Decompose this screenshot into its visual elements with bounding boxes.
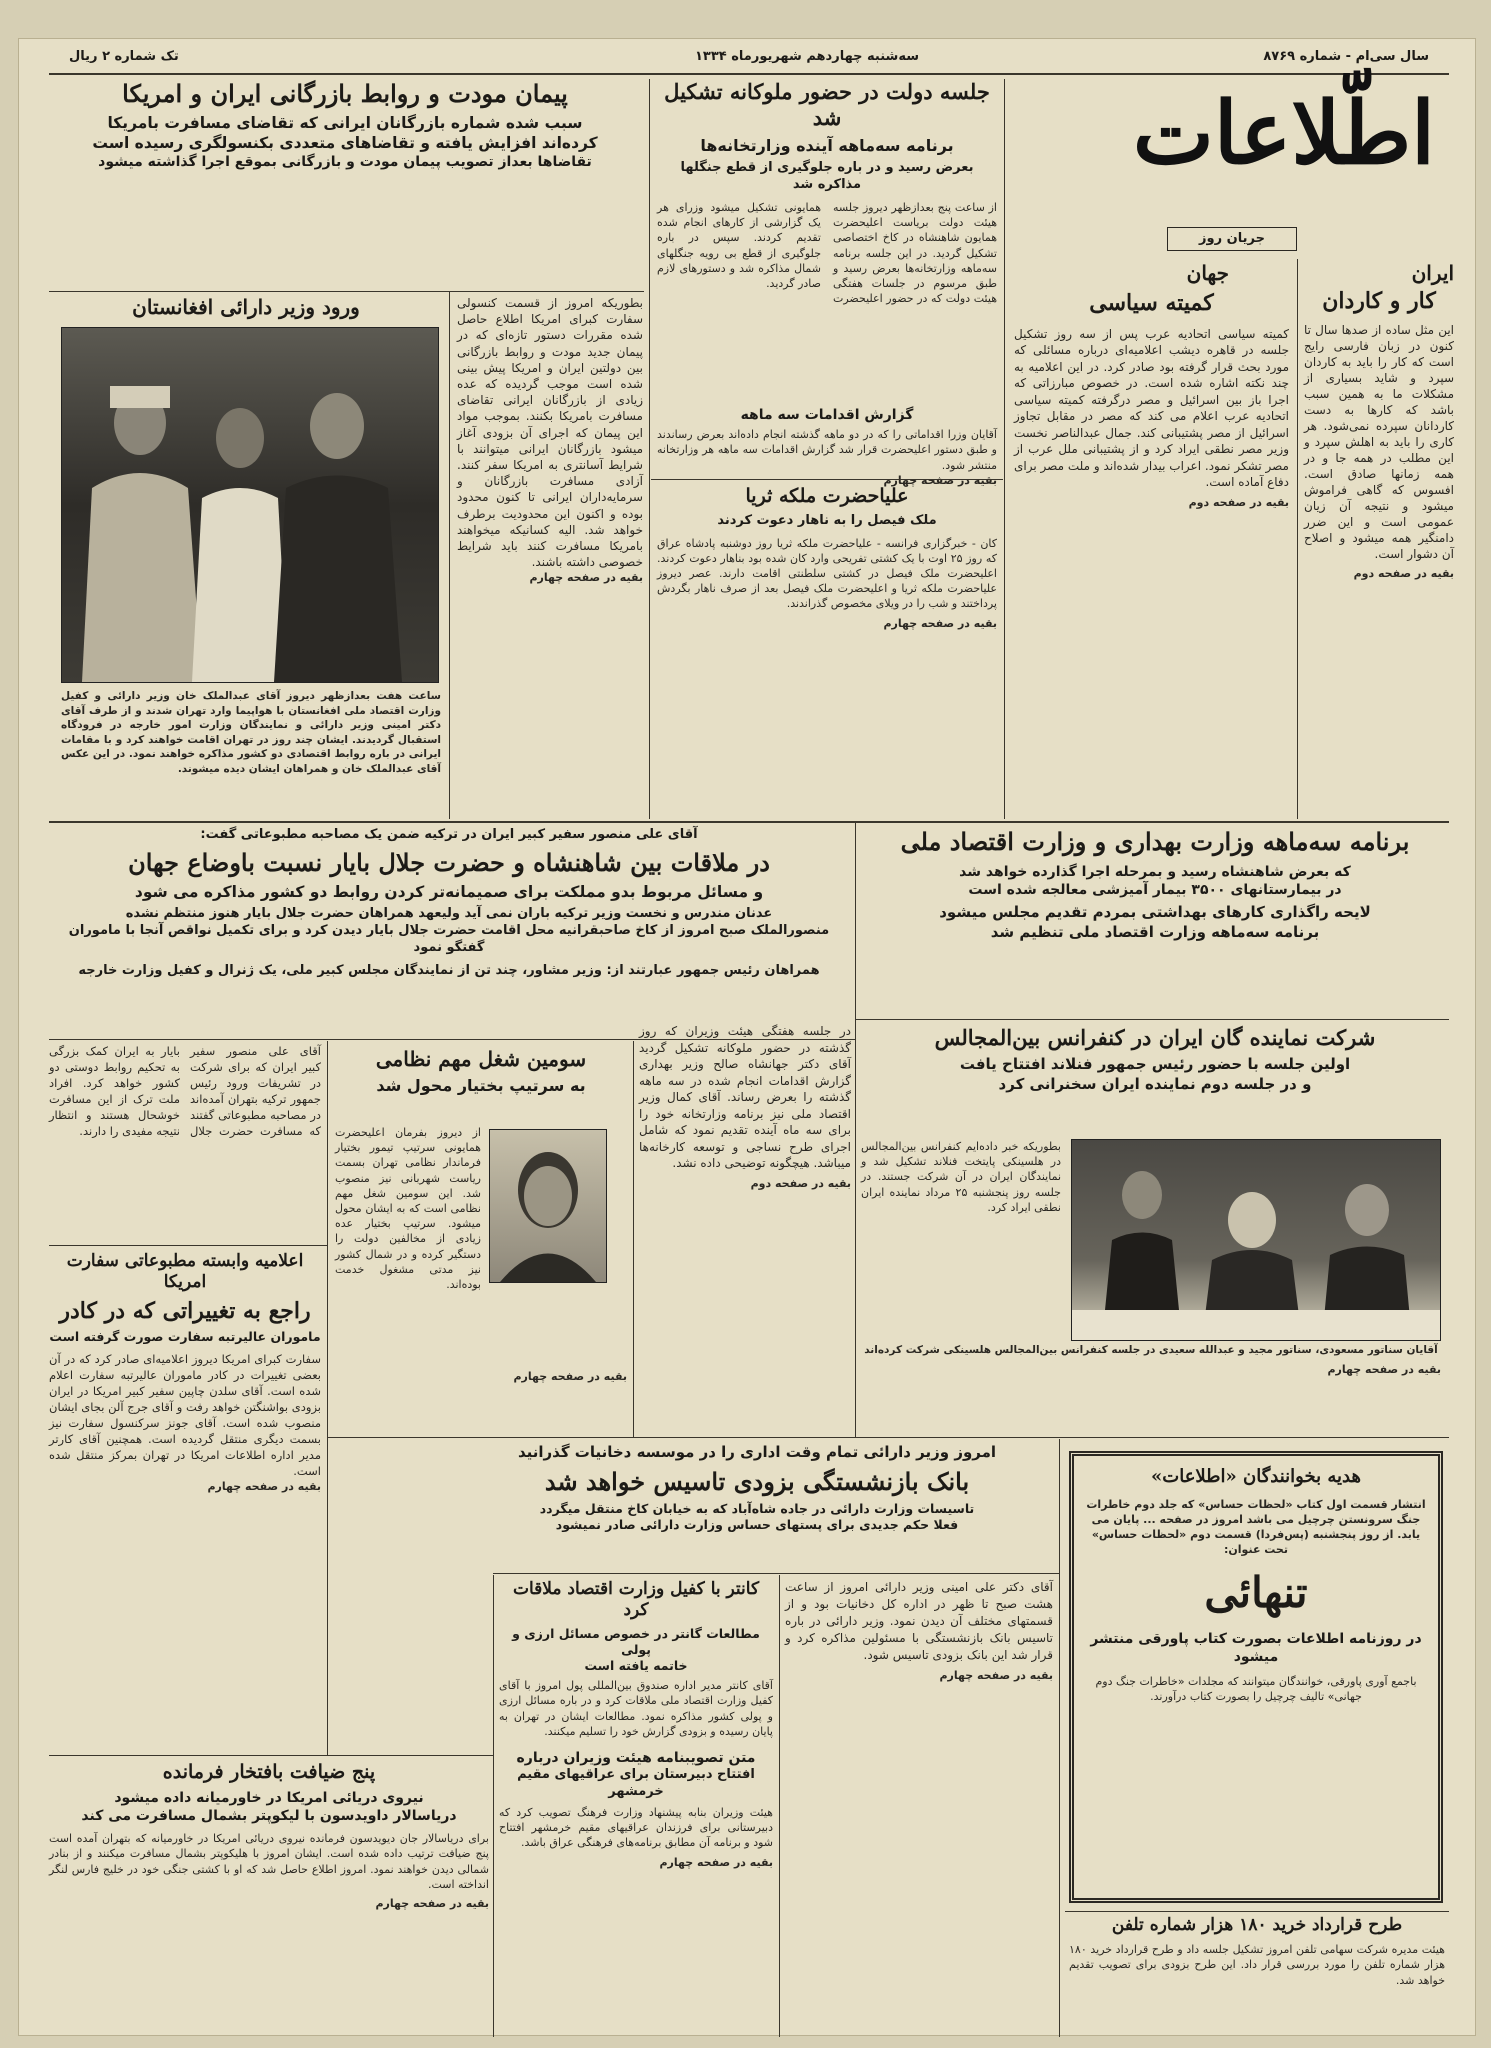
navy-body: برای دریاسالار جان دیویدسون فرمانده نیروی دریائی امریکا در خاورمیانه که بتهران آمده است پنج ضیافت ترتیب داده شده است. ایشان امروز با هلیکوپتر بشمال مسافرت میکنند و از بنادر شمالی دیدن خواهند نمود. امروز اطلاع حاصل شد که او با کشتی جنگی خود در خلیج فارس لنگر انداخته است.	[49, 1832, 489, 1891]
meeting-sub-1: و مسائل مربوط بدو مملکت برای صمیمانه‌تر کردن روابط دو کشور مذاکره می شود	[134, 882, 764, 901]
pension-article	[459, 1443, 1055, 1573]
meeting-body-column	[49, 1043, 321, 1243]
conference-figures	[1072, 1140, 1440, 1340]
afghan-minister-photo	[61, 327, 439, 683]
carter-article	[499, 1579, 773, 2031]
continued: بقیه در صفحه دوم	[750, 1176, 851, 1190]
phone-headline: طرح قرارداد خرید ۱۸۰ هزار شماره تلفن	[1111, 1915, 1403, 1935]
conference-caption: آقایان سناتور مسعودی، سناتور مجید و عبدالله سعیدی در جلسه کنفرانس بین‌المجالس هلسینکی شرکت کرده‌اند	[864, 1344, 1438, 1356]
pension-top: امروز وزیر دارائی تمام وقت اداری را در موسسه دخانیات گذرانید	[517, 1443, 997, 1461]
navy-sub-2: دریاسالار داویدسون با لیکوپتر بشمال مسافرت می کند	[81, 1807, 457, 1824]
plan-sub-4: برنامه سه‌ماهه وزارت اقتصاد ملی تنظیم شد	[990, 922, 1320, 941]
navy-headline: پنج ضیافت بافتخار فرمانده	[162, 1761, 376, 1783]
conference-body: بطوریکه خبر داده‌ایم کنفرانس بین‌المجالس در هلسینکی پایتخت فنلاند تشکیل شد و نمایندگان ایران در آن شرکت جستند. در جلسه روز پنجشنبه ۲۵ مرداد نماینده ایران نطقی ایراد کرد.	[861, 1140, 1061, 1214]
meeting-sub-4: همراهان رئیس جمهور عبارتند از: وزیر مشاور، چند تن از نمایندگان مجلس کبیر ملی، یک ژنرال و کفیل وزارت خارجه	[78, 962, 820, 978]
iran-label: ایران	[1411, 261, 1454, 285]
meeting-headline: در ملاقات بین شاهنشاه و حضرت جلال بایار نسبت باوضاع جهان	[128, 847, 770, 877]
issue-number: سال سی‌ام - شماره ۸۷۶۹	[1263, 49, 1429, 64]
conference-photo	[1071, 1139, 1441, 1341]
cabinet-sub: برنامه سه‌ماهه آینده وزارتخانه‌ها	[700, 135, 954, 155]
navy-article	[49, 1761, 489, 2031]
meeting-article	[49, 827, 849, 1032]
conference-body-column	[861, 1139, 1061, 1369]
continued: بقیه در صفحه چهارم	[1327, 1362, 1441, 1376]
embassy-body: سفارت کبرای امریکا دیروز اعلامیه‌ای صادر کرد که در آن بعضی تغییرات در کادر ماموران عالیرتبه سفارت اعلام شده است. آقای سلدن چاپین سفیر کبیر امریکا در ایران بزودی بواشنگتن خواهد رفت و آقای جرج آلن بجای ایشان منصوب شده است. آقای جونز سرکنسول سفارت نیز بسمت دیگری منتقل گردیده است. همچنین آقای کارتر مدیر اداره اطلاعات امریکا در تهران بمرکز منتقل شده است.	[49, 1352, 321, 1479]
carter-headline: کانتر با کفیل وزارت اقتصاد ملاقات کرد	[512, 1579, 760, 1621]
daily-box: جریان روز	[1167, 227, 1297, 251]
newspaper-page	[18, 38, 1476, 2036]
plan-sub-3: لایحه راگذاری کارهای بهداشتی بمردم تقدیم مجلس میشود	[939, 903, 1371, 922]
world-body: کمیته سیاسی اتحادیه عرب پس از سه روز تشکیل جلسه در قاهره دیشب اعلامیه‌ای درباره مسائلی که مورد بحث قرار گرفته بود صادر کرد. در این اعلامیه به چند نکته اشاره شده است. در خصوص مبارزاتی که اجرا باز بین اسرائیل و مصر درگرفته کمیته سیاسی اتحادیه عرب اعلام می کند که مصر در مقابل تجاوز اسرائیل از مصر پشتیبانی کند. جمال عبدالناصر نخست وزیر مصر نطقی ایراد کرد و از پشتیبانی ملل عرب از مصر تشکر نمود. اعراب بیدار شده‌اند و ملت مصر برای دفاع آماده است.	[1014, 326, 1289, 489]
world-column	[1014, 261, 1289, 821]
embassy-article	[49, 1251, 321, 1751]
masthead	[1124, 79, 1444, 189]
military-headline: سومین شغل مهم نظامی	[375, 1047, 587, 1071]
queen-headline: علیاحضرت ملکه ثریا	[745, 485, 909, 507]
conference-sub-1: اولین جلسه با حضور رئیس جمهور فنلاند افتتاح یافت	[959, 1055, 1351, 1074]
masthead-title: اطّلاعات	[1132, 83, 1436, 184]
dateline	[59, 45, 1439, 71]
pension-body-column	[785, 1579, 1053, 2031]
report-title: گزارش اقدامات سه ماهه	[740, 407, 914, 424]
cabinet-body: از ساعت پنج بعدازظهر دیروز جلسه هیئت دولت بریاست اعلیحضرت همایون شاهنشاه در کاخ اختصاصی تشکیل گردید. در این جلسه برنامه سه‌ماهه وزارتخانه‌ها بعرض رسید و طبق مرسوم در جلسات هفتگی هیئت دولت که در حضور اعلیحضرت همایونی تشکیل میشود وزرای هر یک گزارشی از کارهای انجام شده تقدیم کردند. سپس در باره جلوگیری از قطع بی رویه جنگلهای شمال مذاکره شد و دستورهای لازم صادر گردید.	[657, 201, 997, 306]
treaty-headline: پیمان مودت و روابط بازرگانی ایران و امریکا	[122, 79, 568, 108]
conference-caption-block	[861, 1343, 1441, 1435]
pension-headline: بانک بازنشستگی بزودی تاسیس خواهد شد	[544, 1466, 970, 1496]
pension-sub-2: فعلا حکم جدیدی برای پستهای حساس وزارت دارائی صادر نمیشود	[555, 1516, 959, 1532]
portrait	[490, 1130, 606, 1282]
military-body-column	[335, 1125, 481, 1365]
continued: بقیه در صفحه چهارم	[513, 1370, 627, 1383]
bakhtiar-photo	[489, 1129, 607, 1283]
military-cont	[335, 1369, 627, 1389]
carter-sub-2: خاتمه یافته است	[584, 1658, 688, 1673]
phone-body: هیئت مدیره شرکت سهامی تلفن امروز تشکیل جلسه داد و طرح قرارداد خرید ۱۸۰ هزار شماره تلفن را مورد بررسی قرار داد. این طرح بزودی برای تصویب تقدیم خواهد شد.	[1069, 1943, 1445, 1987]
gift-sub: در روزنامه اطلاعات بصورت کتاب پاورقی منتشر میشود	[1090, 1630, 1422, 1665]
continued: بقیه در صفحه چهارم	[939, 1669, 1053, 1682]
gift-title: هدیه بخوانندگان «اطلاعات»	[1151, 1466, 1361, 1487]
carter-sub-3: متن تصویبنامه هیئت وزیران درباره	[516, 1750, 756, 1767]
carter-body: آقای کانتر مدیر اداره صندوق بین‌المللی پول امروز با آقای کفیل وزارت اقتصاد ملی ملاقات کرد و در باره مسائل ارزی و پولی کشور مذاکره نمود. مطالعات ایشان در تهران به پایان رسیده و بزودی گزارش خود را تسلیم میکنند.	[499, 1679, 773, 1738]
carter-sub-1: مطالعات گانتر در خصوص مسائل ارزی و پولی	[512, 1625, 760, 1657]
continued: بقیه در صفحه دوم	[1188, 495, 1289, 509]
continued: بقیه در صفحه چهارم	[529, 571, 643, 585]
continued: بقیه در صفحه چهارم	[883, 616, 997, 630]
carter-body-2: هیئت وزیران بنابه پیشنهاد وزارت فرهنگ تصویب کرد که دبیرستانی برای فرزندان عراقیهای مقیم خرمشهر افتتاح شود و برنامه آن مطابق برنامه‌های فرهنگی عراق باشد.	[499, 1806, 773, 1850]
meeting-sub-2: عدنان مندرس و نخست وزیر ترکیه باران نمی آید ولیعهد همراهان حضرت جلال بایار هنوز منتظم نشده	[125, 906, 773, 922]
military-sub: به سرتیپ بختیار محول شد	[376, 1076, 586, 1095]
embassy-headline-1: اعلامیه وابسته مطبوعاتی سفارت امریکا	[66, 1251, 304, 1293]
world-label: جهان	[1186, 261, 1229, 285]
continued: بقیه در صفحه دوم	[1353, 566, 1454, 580]
treaty-sub-3: تقاضاها بعداز تصویب پیمان مودت و بازرگانی بموقع اجرا گذاشته میشود	[98, 154, 592, 171]
iran-body: این مثل ساده از صدها سال تا کنون در زبان فارسی رایج است که کار را باید به کاردان سپرد و شاید بسیاری از مشکلات ما به همین سبب باشد که کارها به دست کاردانان سپرده نمی‌شود. هر کاری را باید به اهلش سپرد و این مطلب در همه جا و در همه زمانها صادق است. افسوس که گاهی فراموش میشود و نتیجه آن زیان عمومی است و این ضرر دامنگیر همه میشود و اصلاح آن دشوار است.	[1304, 322, 1454, 561]
continued: بقیه در صفحه چهارم	[375, 1896, 489, 1910]
cabinet-headline: جلسه دولت در حضور ملوکانه تشکیل شد	[664, 79, 990, 131]
continued: بقیه در صفحه چهارم	[883, 473, 997, 487]
continued: بقیه در صفحه چهارم	[659, 1855, 773, 1869]
treaty-article	[49, 79, 641, 289]
treaty-body-column	[457, 295, 643, 815]
treaty-body: بطوریکه امروز از قسمت کنسولی سفارت کبرای امریکا اطلاع حاصل شده مقررات دستور تازه‌ای که در پیمان جدید مودت و روابط بازرگانی بین دولتین ایران و امریکا پیش بینی شده است موجب گردیده که عده زیادی از بازرگانان ایرانی تقاضای مسافرت بامریکا بکنند. بموجب مواد این پیمان که اجرای آن بزودی آغاز میشود بازرگانان ایرانی میتوانند با شرایط آسانتری به امریکا سفر کنند. آزادی مسافرت بازرگانان و سرمایه‌داران ایرانی تا کنون محدود بوده و اکنون این محدودیت برطرف خواهد شد. الیه کسانیکه میخواهند بامریکا مسافرت کنند باید شرایط خصوصی داشته باشند.	[457, 296, 643, 570]
conference-headline: شرکت نماینده گان ایران در کنفرانس بین‌المجالس	[934, 1025, 1376, 1050]
treaty-sub-1: سبب شده شماره بازرگانان ایرانی که تقاضای مسافرت بامریکا	[107, 114, 583, 132]
issue-date: سه‌شنبه چهاردهم شهریورماه ۱۳۳۴	[694, 49, 919, 64]
report-body: آقایان وزرا اقداماتی را که در دو ماهه گذشته انجام داده‌اند بعرض رساندند و طبق دستور اعلیحضرت قرار شد گزارش اقدامات سه ماهه هر وزارتخانه منتشر شود.	[657, 428, 997, 472]
gift-body: انتشار قسمت اول کتاب «لحظات حساس» که جلد دوم خاطرات جنگ سرونستن چرچیل می باشد امروز در صفحه ... پایان می یابد. از روز پنجشنبه (پس‌فردا) قسمت دوم «لحظات حساس» تحت عنوان:	[1086, 1497, 1426, 1557]
afghan-caption-block	[61, 689, 441, 821]
cabinet-deck: بعرض رسید و در باره جلوگیری از قطع جنگلها مذاکره شد	[680, 160, 974, 193]
plan-headline: برنامه سه‌ماهه وزارت بهداری و وزارت اقتصاد ملی	[900, 827, 1410, 856]
plan-body: در جلسه هفتگی هیئت وزیران که روز گذشته در حضور ملوکانه تشکیل گردید آقای دکتر جهانشاه صالح وزیر بهداری گزارش اقدامات انجام شده در سه ماهه گذشته را بعرض رساند. آقای کمال وزیر اقتصاد ملی نیز برنامه وزارتخانه خود را برای سه ماه آینده تقدیم نمود که شامل اجرای طرح نساجی و توسعه کارخانه‌ها میباشد. هیچگونه توضیحی داده نشد.	[639, 1024, 851, 1170]
pension-sub-1: تاسیسات وزارت دارائی در جاده شاه‌آباد که به خیابان کاخ منتقل میگردد	[539, 1500, 975, 1516]
gift-note: باجمع آوری پاورقی، خوانندگان میتوانند که مجلدات «خاطرات جنگ دوم جهانی» تالیف چرچیل را بصورت کتاب درآورند.	[1095, 1675, 1417, 1704]
queen-article	[657, 485, 997, 819]
photo-figures	[62, 328, 438, 682]
embassy-sub: ماموران عالیرتبه سفارت صورت گرفته است	[49, 1329, 321, 1344]
meeting-kicker: آقای علی منصور سفیر کبیر ایران در ترکیه ضمن یک مصاحبه مطبوعاتی گفت:	[200, 827, 698, 842]
treaty-sub-2: کرده‌اند افزایش یافته و تقاضاهای متعددی بکنسولگری رسیده است	[92, 134, 598, 153]
afghan-headline: ورود وزیر دارائی افغانستان	[132, 295, 360, 319]
issue-price: تک شماره ۲ ریال	[69, 49, 179, 64]
iran-title: کار و کاردان	[1322, 288, 1436, 314]
plan-sub-2: در بیمارستانهای ۳۵۰۰ بیمار آمیزشی معالجه شده است	[968, 882, 1342, 899]
pension-body: آقای دکتر علی امینی وزیر دارائی امروز از ساعت هشت صبح تا ظهر در اداره کل دخانیات بود و از قسمتهای مختلف آن دیدن نمود. وزیر دارائی در باره تاسیس بانک بازنشستگی با مسئولین مذاکره کرد و قرار شد این بانک بزودی تاسیس شود.	[785, 1580, 1053, 1662]
queen-sub: ملک فیصل را به ناهار دعوت کردند	[717, 512, 937, 528]
phone-article	[1069, 1915, 1445, 2031]
military-body: از دیروز بفرمان اعلیحضرت همایونی سرتیپ تیمور بختیار فرماندار نظامی تهران بسمت ریاست شهربانی نیز منصوب شد. این سومین شغل مهم نظامی است که به ایشان محول میشود. سرتیپ بختیار عده زیادی از مخالفین دولت را دستگیر کرده و در شمال کشور نیز مدتی مشغول خدمت بوده‌اند.	[335, 1126, 481, 1292]
plan-article	[861, 827, 1449, 1017]
navy-sub-1: نیروی دریائی امریکا در خاورمیانه داده میشود	[114, 1789, 424, 1806]
meeting-sub-3: منصورالملک صبح امروز از کاخ صاحبقرانیه محل اقامت حضرت جلال بایار دیدن کرد و برای تکمیل نواقص آنجا با ماموران گفتگو نمود	[68, 922, 830, 955]
world-title: کمیته سیاسی	[1089, 290, 1214, 316]
iran-column	[1304, 261, 1454, 821]
meeting-body: آقای علی منصور سفیر کبیر ایران که برای شرکت در تشریفات ورود رئیس جمهور ترکیه بتهران آمده‌اند در مصاحبه مطبوعاتی گفتند که مسافرت حضرت جلال بایار به ایران کمک بزرگی به تحکیم روابط دوستی دو کشور خواهد کرد. افراد ملت ترک از این مسافرت خوشحال هستند و انتظار نتیجه مفیدی را دارند.	[49, 1044, 321, 1138]
queen-body: کان - خبرگزاری فرانسه - علیاحضرت ملکه ثریا روز دوشنبه پادشاه عراق که روز ۲۵ اوت با یک کشتی تفریحی وارد کان شده بود بناهار دعوت کردند. اعلیحضرت ملک فیصل در کشتی سلطنتی اقامت دارند. عصر دیروز علیاحضرت ملکه ثریا و اعلیحضرت ملک فیصل بعد از صرف ناهار بگردش پرداختند و شب را در ویلای مخصوص گذراندند.	[657, 536, 997, 611]
continued: بقیه در صفحه چهارم	[207, 1480, 321, 1494]
embassy-headline-2: راجع به تغییراتی که در کادر	[59, 1297, 311, 1324]
cabinet-article	[657, 79, 997, 487]
gift-box	[1069, 1451, 1443, 1903]
conference-sub-2: و در جلسه دوم نماینده ایران سخنرانی کرد	[998, 1074, 1312, 1093]
plan-sub-1: که بعرض شاهنشاه رسید و بمرحله اجرا گذارده خواهد شد	[959, 864, 1351, 880]
carter-sub-4: افتتاح دبیرستان برای عراقیهای مقیم خرمشهر	[517, 1767, 755, 1800]
afghan-caption: ساعت هفت بعدازظهر دیروز آقای عبدالملک خان وزیر دارائی و کفیل وزارت اقتصاد ملی افغانستان با هواپیما وارد تهران شدند و از طرف آقای دکتر امینی وزیر دارائی و نمایندگان وزارت امور خارجه در فرودگاه استقبال گردیدند. ایشان چند روز در تهران اقامت خواهند کرد و با مقامات ایرانی در باره روابط اقتصادی دو کشور مذاکره خواهند نمود. در این عکس آقای عبدالملک خان و همراهان ایشان دیده میشوند.	[61, 690, 441, 775]
conference-article	[861, 1025, 1449, 1145]
gift-big: تنهائی	[1204, 1568, 1308, 1618]
